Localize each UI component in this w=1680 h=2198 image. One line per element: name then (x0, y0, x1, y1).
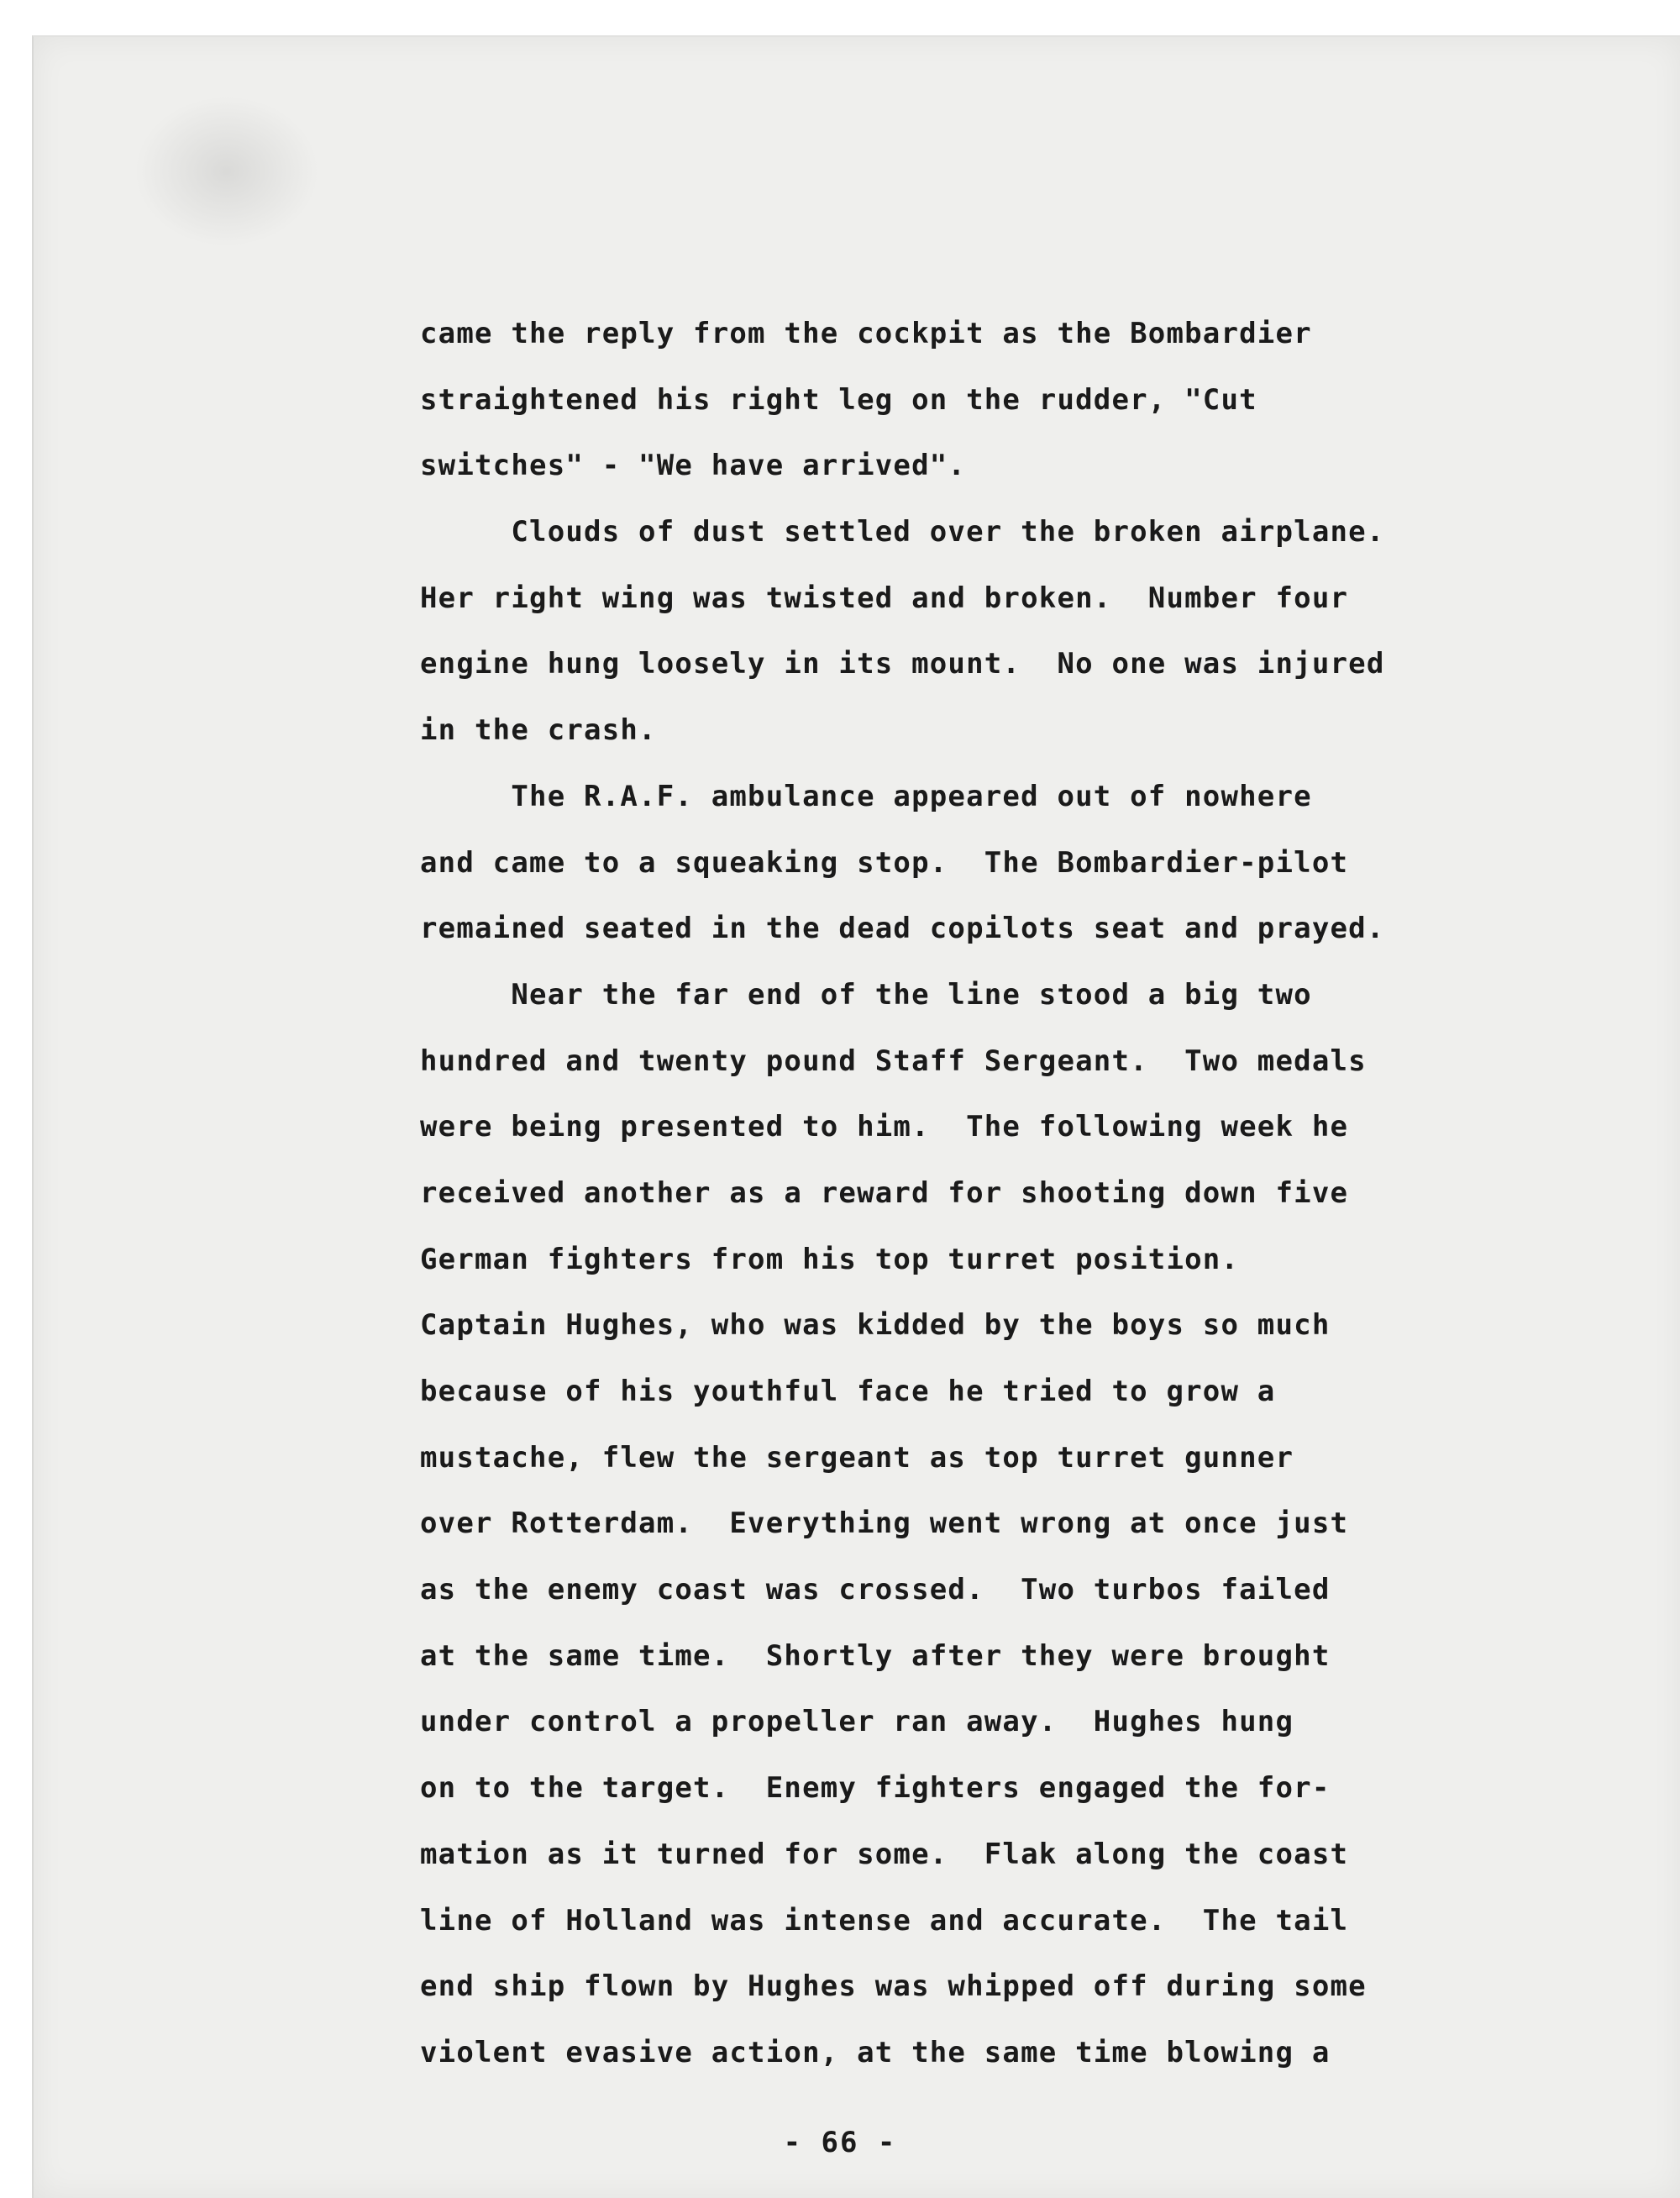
text-line: received another as a reward for shooting down five (420, 1175, 1349, 1210)
text-line: violent evasive action, at the same time blowing a (420, 2035, 1331, 2069)
text-line: remained seated in the dead copilots seat and prayed. (420, 912, 1385, 946)
text-line: on to the target. Enemy fighters engaged the for- (420, 1771, 1331, 1806)
text-line: Captain Hughes, who was kidded by the boys so much (420, 1308, 1331, 1343)
text-line: at the same time. Shortly after they were brought (420, 1638, 1331, 1673)
text-line: mation as it turned for some. Flak along the coast (420, 1837, 1349, 1871)
text-line: Near the far end of the line stood a big two (420, 977, 1312, 1012)
text-line: Her right wing was twisted and broken. Number four (420, 581, 1349, 615)
text-line: as the enemy coast was crossed. Two turbos failed (420, 1573, 1331, 1607)
text-line: straightened his right leg on the rudder, "Cut (420, 382, 1257, 417)
text-line: in the crash. (420, 713, 657, 748)
text-line: engine hung loosely in its mount. No one was injured (420, 647, 1385, 681)
text-line: switches" - "We have arrived". (420, 449, 967, 483)
text-line: over Rotterdam. Everything went wrong at once just (420, 1507, 1349, 1541)
text-line: were being presented to him. The following week he (420, 1110, 1349, 1144)
text-line: mustache, flew the sergeant as top turret gunner (420, 1440, 1294, 1475)
text-line: end ship flown by Hughes was whipped off during some (420, 1969, 1367, 2004)
text-line: under control a propeller ran away. Hughes hung (420, 1705, 1294, 1739)
text-line: hundred and twenty pound Staff Sergeant. Two medals (420, 1044, 1367, 1078)
text-line: came the reply from the cockpit as the Bombardier (420, 317, 1312, 350)
page-number: - 66 - (783, 2126, 897, 2159)
text-line: Clouds of dust settled over the broken airplane. (420, 515, 1385, 550)
paper-smudge (134, 96, 319, 247)
text-line: German fighters from his top turret position. (420, 1242, 1240, 1276)
text-line: line of Holland was intense and accurate. The tail (420, 1903, 1349, 1938)
text-line: and came to a squeaking stop. The Bombardier-pilot (420, 845, 1349, 880)
typewritten-text (420, 301, 1512, 2086)
text-line: The R.A.F. ambulance appeared out of nowhere (420, 779, 1312, 813)
text-line: because of his youthful face he tried to grow a (420, 1375, 1276, 1408)
